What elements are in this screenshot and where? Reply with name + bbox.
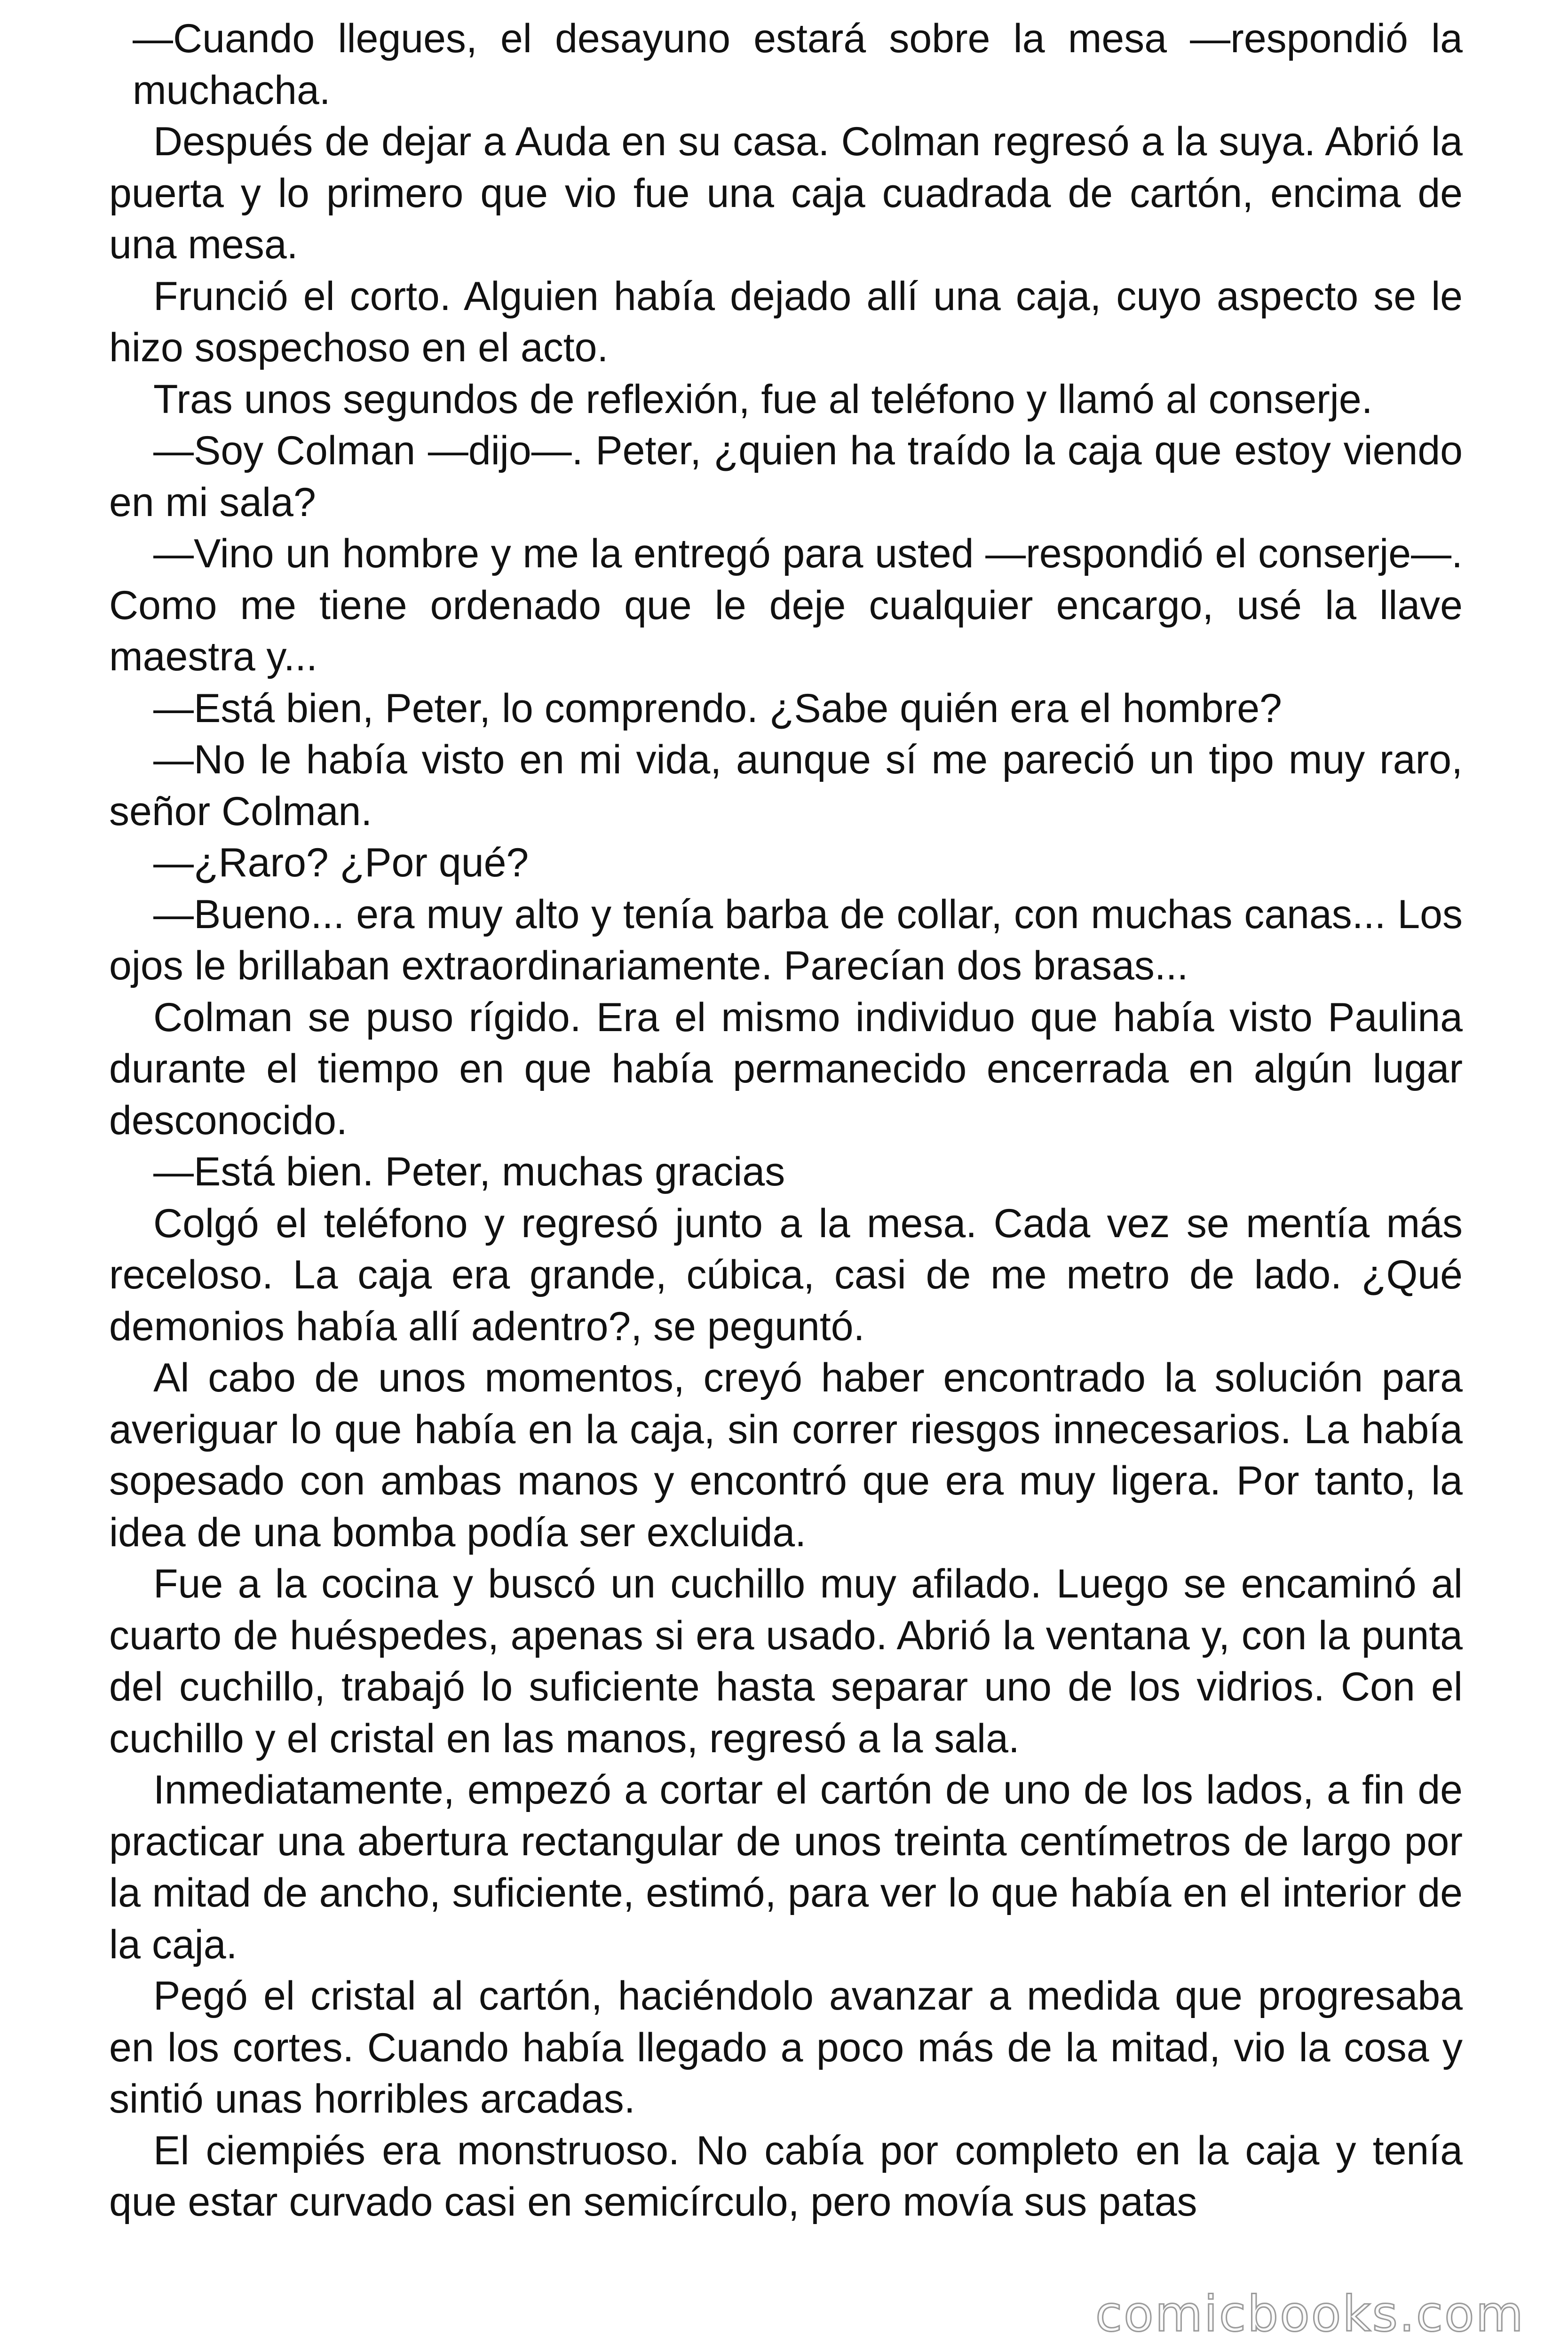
- paragraph: —Vino un hombre y me la entregó para usted —respondió el conserje—. Como me tiene ordenado que le deje cualquier encargo, usé la llave maestra y...: [109, 531, 1463, 679]
- page-text: [109, 13, 1463, 2228]
- paragraph: —¿Raro? ¿Por qué?: [153, 840, 529, 885]
- paragraph: Después de dejar a Auda en su casa. Colman regresó a la suya. Abrió la puerta y lo primero que vio fue una caja cuadrada de cartón, encima de una mesa.: [109, 119, 1463, 267]
- paragraph: Tras unos segundos de reflexión, fue al teléfono y llamó al conserje.: [153, 376, 1373, 422]
- paragraph: Inmediatamente, empezó a cortar el cartón de uno de los lados, a fin de practicar una abertura rectangular de unos treinta centímetros de largo por la mitad de ancho, suficiente, estimó, para ver lo que había en el interior de la caja.: [109, 1767, 1463, 1967]
- paragraph: Al cabo de unos momentos, creyó haber encontrado la solución para averiguar lo que había en la caja, sin correr riesgos innecesarios. La había sopesado con ambas manos y encontró que era muy ligera. Por tanto, la idea de una bomba podía ser excluida.: [109, 1355, 1463, 1555]
- paragraph: —Está bien. Peter, muchas gracias: [153, 1149, 785, 1194]
- paragraph: Colman se puso rígido. Era el mismo individuo que había visto Paulina durante el tiempo en que había permanecido encerrada en algún lugar desconocido.: [109, 994, 1463, 1143]
- paragraph: Fue a la cocina y buscó un cuchillo muy afilado. Luego se encaminó al cuarto de huéspedes, apenas si era usado. Abrió la ventana y, con la punta del cuchillo, trabajó lo suficiente hasta separar uno de los vidrios. Con el cuchillo y el cristal en las manos, regresó a la sala.: [109, 1561, 1463, 1761]
- paragraph: Frunció el corto. Alguien había dejado allí una caja, cuyo aspecto se le hizo sospechoso en el acto.: [109, 273, 1463, 370]
- watermark: comicbooks.com: [1095, 2285, 1525, 2343]
- paragraph: —Está bien, Peter, lo comprendo. ¿Sabe quién era el hombre?: [153, 685, 1282, 731]
- paragraph: —Cuando llegues, el desayuno estará sobre la mesa —respondió la muchacha.: [133, 16, 1463, 113]
- paragraph: —No le había visto en mi vida, aunque sí me pareció un tipo muy raro, señor Colman.: [109, 737, 1463, 834]
- paragraph: —Soy Colman —dijo—. Peter, ¿quien ha traído la caja que estoy viendo en mi sala?: [109, 428, 1463, 525]
- paragraph: Pegó el cristal al cartón, haciéndolo avanzar a medida que progresaba en los cortes. Cuando había llegado a poco más de la mitad, vio la cosa y sintió unas horribles arcadas.: [109, 1973, 1463, 2122]
- paragraph: Colgó el teléfono y regresó junto a la mesa. Cada vez se mentía más receloso. La caja era grande, cúbica, casi de me metro de lado. ¿Qué demonios había allí adentro?, se peguntó.: [109, 1200, 1463, 1349]
- paragraph: —Bueno... era muy alto y tenía barba de collar, con muchas canas... Los ojos le brillaban extraordinariamente. Parecían dos brasas...: [109, 891, 1463, 988]
- paragraph: El ciempiés era monstruoso. No cabía por completo en la caja y tenía que estar curvado casi en semicírculo, pero movía sus patas: [109, 2128, 1463, 2225]
